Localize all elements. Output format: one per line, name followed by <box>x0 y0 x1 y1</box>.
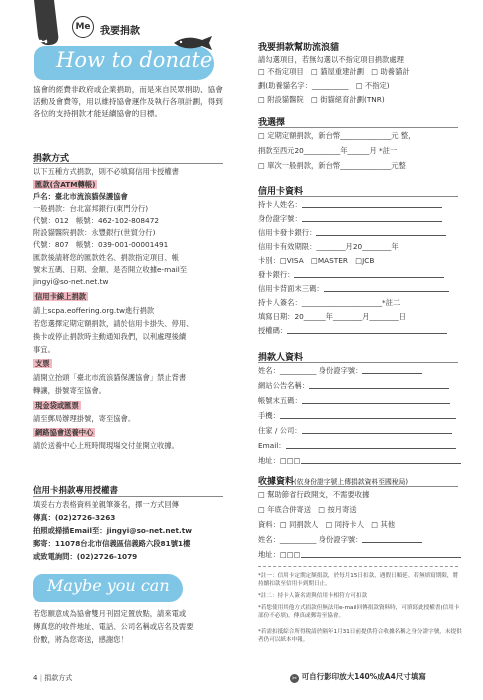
card-type[interactable]: 卡別：□VISA □MASTER □JCB <box>258 256 375 265</box>
card-holder-id[interactable]: 身份證字號： <box>258 213 442 225</box>
form-divider <box>258 566 458 567</box>
receipt-name[interactable]: 姓名：__________ 身份證字號： <box>258 534 422 546</box>
remit-hospital-number: 代號：807 帳號：039-001-00001491 <box>33 240 169 249</box>
methods-heading: 捐款方式 <box>33 154 70 164</box>
card-holder-name[interactable]: 持卡人姓名： <box>258 199 442 211</box>
left-column <box>0 0 240 700</box>
project-heading: 我要捐款幫助流浪貓 <box>258 43 340 53</box>
card-auth-code[interactable]: 授權碼： <box>258 325 447 337</box>
remit-note-1: 匯款後請將您的匯款姓名、捐款指定項目、帳 <box>33 253 179 262</box>
postal-line-1: 請至郵局辦理掛號，寄至協會。 <box>33 414 136 423</box>
remit-note-2: 號末五碼、日期、金額、是否開立收據e-mail至 <box>33 265 188 274</box>
note-4: *若需扣抵綜合所得稅請於隔年1月31日前提供符合收據名稱之身分證字號，未提供者仍可以紙本申報。 <box>258 629 462 643</box>
card-signature[interactable]: 持卡人簽名：______________________*註二 <box>258 298 401 307</box>
choice-single[interactable]: □ 單次一般捐款，新台幣______________元整 <box>258 161 406 170</box>
maybe-line-1: 若您願意成為協會雙月刊固定置放點，請來電或 <box>33 609 187 618</box>
note-2: *註二：持卡人簽名需與信用卡相符方可扣款 <box>258 593 368 599</box>
maybe-line-3: 份數，將為您寄送，感謝您！ <box>33 635 128 644</box>
check-label: 支票 <box>35 359 50 368</box>
note-1: *註一：信用卡定期定額捐款，於每月15日扣款，遇假日順延。若無填寫期限，將持續扣款至信用卡到期日止。 <box>258 573 459 587</box>
donor-website-name[interactable]: 網站公告名稱： <box>258 380 449 392</box>
receipt-no-receipt[interactable]: □ 幫助節省行政開支，不需要收據 <box>258 490 370 499</box>
choice-recurring[interactable]: □ 定期定額捐款，新台幣______________元 整， <box>258 131 416 140</box>
remit-hospital-bank: 附設貓醫院捐款：永豐銀行(世貿分行) <box>33 228 156 237</box>
credit-auth-email[interactable]: 拍照或掃描Email至：jingyi@so-net.net.tw <box>33 526 192 535</box>
card-heading: 信用卡資料 <box>258 187 304 197</box>
footer-copy-hint: ✂ 可自行影印放大140%成A4尺寸填寫 <box>291 672 426 682</box>
credit-auth-fax: 傳真：(02)2726-3263 <box>33 513 116 522</box>
online-line-4: 事宜。 <box>33 345 55 354</box>
maybe-you-can-banner: Maybe you can <box>33 574 183 602</box>
postal-label: 現金袋或匯票 <box>35 401 79 410</box>
scissors-icon: ✂ <box>291 675 298 682</box>
receipt-address[interactable]: 地址：□□□ <box>258 549 461 561</box>
donor-email[interactable]: Email： <box>258 440 456 452</box>
intro-text: 協會的經費非政府或企業捐助，而是來自民眾捐助、協會活動及會費等，用以維持協會運作及執行各項計劃，得到各位的支持捐款才能延續協會的目標。 <box>33 85 223 118</box>
donor-heading: 捐款人資料 <box>258 353 304 363</box>
credit-auth-heading: 信用卡捐款專用授權書 <box>33 486 119 496</box>
how-to-donate-banner: How to donate <box>34 46 214 80</box>
note-3: *若您使用其他方式捐款但無法用e-mail回傳捐款資料時，可填寫此授權書(信用卡部份不必填)，傳真或郵寄至協會。 <box>258 605 460 619</box>
check-line-2: 轉讓，掛號寄至協會。 <box>33 386 106 395</box>
project-options-1[interactable]: □ 不指定項目 □ 貓屋重建計劃 □ 助養貓計 <box>258 67 410 76</box>
maybe-line-2: 傳真您的收件地址、電話、公司名稱或店名及需要 <box>33 622 194 631</box>
credit-auth-phone: 或致電詢問：(02)2726-1079 <box>33 552 138 561</box>
page-title: 我要捐款 <box>100 26 140 37</box>
methods-subtitle: 以下五種方式捐款，則不必填寫信用卡授權書 <box>33 167 179 176</box>
project-instruction: 請勾選項目，若無勾選以不指定項目捐款處理 <box>258 55 404 64</box>
receipt-heading: 收據資料(依身份證字號上傳捐款資料至國稅局) <box>258 477 409 487</box>
card-fill-date[interactable]: 填寫日期：20______年________月________日 <box>258 312 406 321</box>
donor-name[interactable]: 姓名：__________ 身份證字號： <box>258 365 422 377</box>
donor-address[interactable]: 地址：□□□ <box>258 455 461 467</box>
donor-mobile[interactable]: 手機： <box>258 410 456 422</box>
online-line-1: 請上scpa.eoffering.org.tw進行捐款 <box>33 306 155 315</box>
receipt-frequency[interactable]: □ 年底合併寄送 □ 按月寄送 <box>258 505 357 514</box>
footer-page-number: 4 | 捐款方式 <box>33 674 73 682</box>
remit-general-bank: 一般捐款：台北富邦銀行(東門分行) <box>33 204 149 213</box>
remit-account-name: 戶名：臺北市流浪貓保護協會 <box>33 192 128 201</box>
remit-general-number: 代號：012 帳號：462-102-808472 <box>33 216 159 225</box>
center-line-1: 請於送養中心上班時間現場交付並開立收據。 <box>33 441 179 450</box>
cat-paw-illustration <box>28 0 76 50</box>
project-options-2[interactable]: 劃(助養貓名字：__________ □ 不指定) <box>258 81 390 90</box>
card-issuer-bank[interactable]: 信用卡發卡銀行： <box>258 227 446 239</box>
choice-heading: 我選擇 <box>258 118 286 128</box>
center-label: 網路協會送養中心 <box>35 428 94 437</box>
remit-label: 匯款(含ATM轉帳) <box>35 180 96 189</box>
credit-auth-mail: 郵寄：11078台北市信義區信義路六段81號1樓 <box>33 539 191 548</box>
receipt-data-source[interactable]: 資料：□ 同捐款人 □ 同持卡人 □ 其他 <box>258 520 396 529</box>
card-expiry[interactable]: 信用卡有效期限：________月20________年 <box>258 242 399 251</box>
me-badge: Me <box>72 16 94 38</box>
online-label: 信用卡線上捐款 <box>35 292 87 301</box>
online-line-3: 換卡或停止捐款時主動通知我們，以利處理後續 <box>33 332 187 341</box>
card-cvv[interactable]: 信用卡背面末三碼： <box>258 283 449 295</box>
online-line-2: 若您選擇定期定額捐款，請於信用卡掛失、停用、 <box>33 319 194 328</box>
choice-until[interactable]: 捐款至西元20__________年______月 *註一 <box>258 146 398 155</box>
donor-home-office[interactable]: 住家 / 公司： <box>258 425 452 437</box>
check-line-1: 請開立抬頭「臺北市流浪貓保護協會」禁止背書 <box>33 373 187 382</box>
donor-account-last5[interactable]: 帳號末五碼： <box>258 395 450 407</box>
fish-icon <box>172 34 214 52</box>
project-options-3[interactable]: □ 附設貓醫院 □ 街貓絕育計劃(TNR) <box>258 95 385 104</box>
remit-email-link[interactable]: jingyi@so-net.net.tw <box>33 277 109 286</box>
donation-form <box>250 0 475 700</box>
card-bank[interactable]: 發卡銀行： <box>258 269 444 281</box>
credit-auth-line-1: 填妥右方表格資料並親筆簽名，擇一方式回傳 <box>33 500 179 509</box>
